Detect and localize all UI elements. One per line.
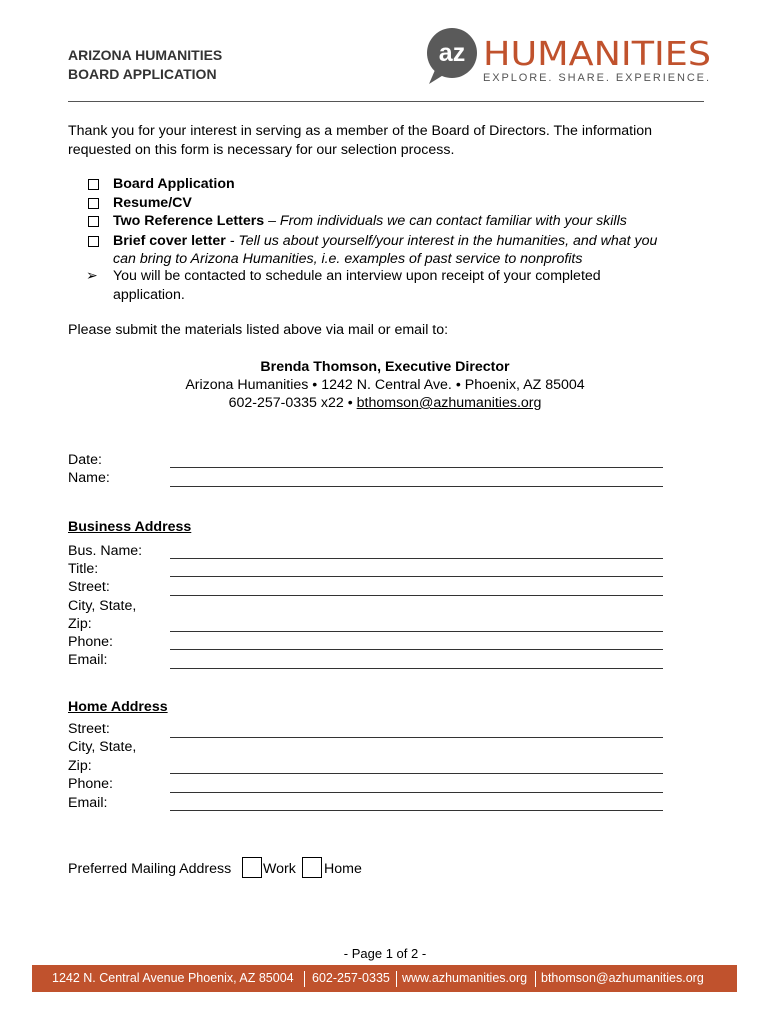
contact-email-link[interactable]: bthomson@azhumanities.org — [356, 395, 542, 411]
business-address-heading: Business Address — [68, 519, 192, 535]
name-label: Name: — [68, 470, 110, 486]
footer-email-link[interactable]: bthomson@azhumanities.org — [541, 971, 704, 985]
checkbox-icon[interactable] — [88, 216, 99, 227]
bus-street-field[interactable] — [170, 595, 663, 596]
bus-name-label: Bus. Name: — [68, 543, 143, 559]
footer-phone: 602-257-0335 — [312, 971, 390, 985]
contact-address: Arizona Humanities • 1242 N. Central Ave. • Phoenix, AZ 85004 — [185, 377, 585, 393]
bus-phone-field[interactable] — [170, 649, 663, 650]
home-checkbox[interactable] — [302, 857, 322, 878]
home-street-label: Street: — [68, 721, 110, 737]
contact-phone-email: 602-257-0335 x22 • bthomson@azhumanities.org — [228, 395, 542, 411]
footer-address: 1242 N. Central Avenue Phoenix, AZ 85004 — [52, 971, 294, 985]
home-email-field[interactable] — [170, 810, 663, 811]
date-label: Date: — [68, 452, 102, 468]
bus-email-field[interactable] — [170, 668, 663, 669]
logo-tagline: EXPLORE. SHARE. EXPERIENCE. — [483, 72, 709, 84]
bus-street-label: Street: — [68, 579, 110, 595]
bus-title-label: Title: — [68, 561, 99, 577]
checkbox-icon[interactable] — [88, 179, 99, 190]
form-title — [68, 46, 222, 84]
form-title-line1: ARIZONA HUMANITIES — [68, 47, 223, 63]
home-city-field[interactable] — [170, 773, 663, 774]
checklist-item-continued: can bring to Arizona Humanities, i.e. examples of past service to nonprofits — [113, 251, 583, 267]
separator-icon: • — [347, 395, 353, 411]
arrow-bullet-icon: ➢ — [86, 268, 98, 284]
home-street-field[interactable] — [170, 737, 663, 738]
separator-icon: • — [455, 377, 461, 393]
footer-divider — [396, 971, 397, 987]
footer-bar — [32, 965, 737, 992]
footer-website-link[interactable]: www.azhumanities.org — [402, 971, 528, 985]
bus-title-field[interactable] — [170, 576, 663, 577]
home-phone-field[interactable] — [170, 792, 663, 793]
home-phone-label: Phone: — [68, 776, 113, 792]
date-field[interactable] — [170, 467, 663, 468]
intro-paragraph: Thank you for your interest in serving as a member of the Board of Directors. The information requested on this form is necessary for our selection process. — [68, 123, 653, 158]
arrow-item-continued: application. — [113, 287, 185, 303]
home-address-heading: Home Address — [68, 699, 168, 715]
bus-phone-label: Phone: — [68, 634, 113, 650]
checkbox-icon[interactable] — [88, 236, 99, 247]
work-checkbox[interactable] — [242, 857, 262, 878]
logo-word: HUMANITIES — [483, 34, 711, 73]
bus-city-label: City, State, — [68, 598, 137, 614]
bus-email-label: Email: — [68, 652, 108, 668]
bus-city-field[interactable] — [170, 631, 663, 632]
bus-name-field[interactable] — [170, 558, 663, 559]
submit-instructions: Please submit the materials listed above via mail or email to: — [68, 322, 449, 338]
home-city-label: City, State, — [68, 739, 137, 755]
footer-divider — [535, 971, 536, 987]
logo-mark: az — [438, 39, 466, 67]
work-option-label: Work — [263, 861, 296, 877]
footer-divider — [304, 971, 305, 987]
home-email-label: Email: — [68, 795, 108, 811]
form-title-line2: BOARD APPLICATION — [68, 66, 217, 82]
page-number: - Page 1 of 2 - — [343, 946, 427, 961]
separator-icon: • — [312, 377, 318, 393]
home-option-label: Home — [324, 861, 362, 877]
name-field[interactable] — [170, 486, 663, 487]
az-humanities-logo — [425, 28, 715, 86]
checkbox-icon[interactable] — [88, 198, 99, 209]
bus-zip-label: Zip: — [68, 616, 92, 632]
home-zip-label: Zip: — [68, 758, 92, 774]
contact-name: Brenda Thomson, Executive Director — [260, 359, 510, 375]
header-divider — [68, 101, 704, 102]
preferred-mailing-label: Preferred Mailing Address — [68, 861, 232, 877]
